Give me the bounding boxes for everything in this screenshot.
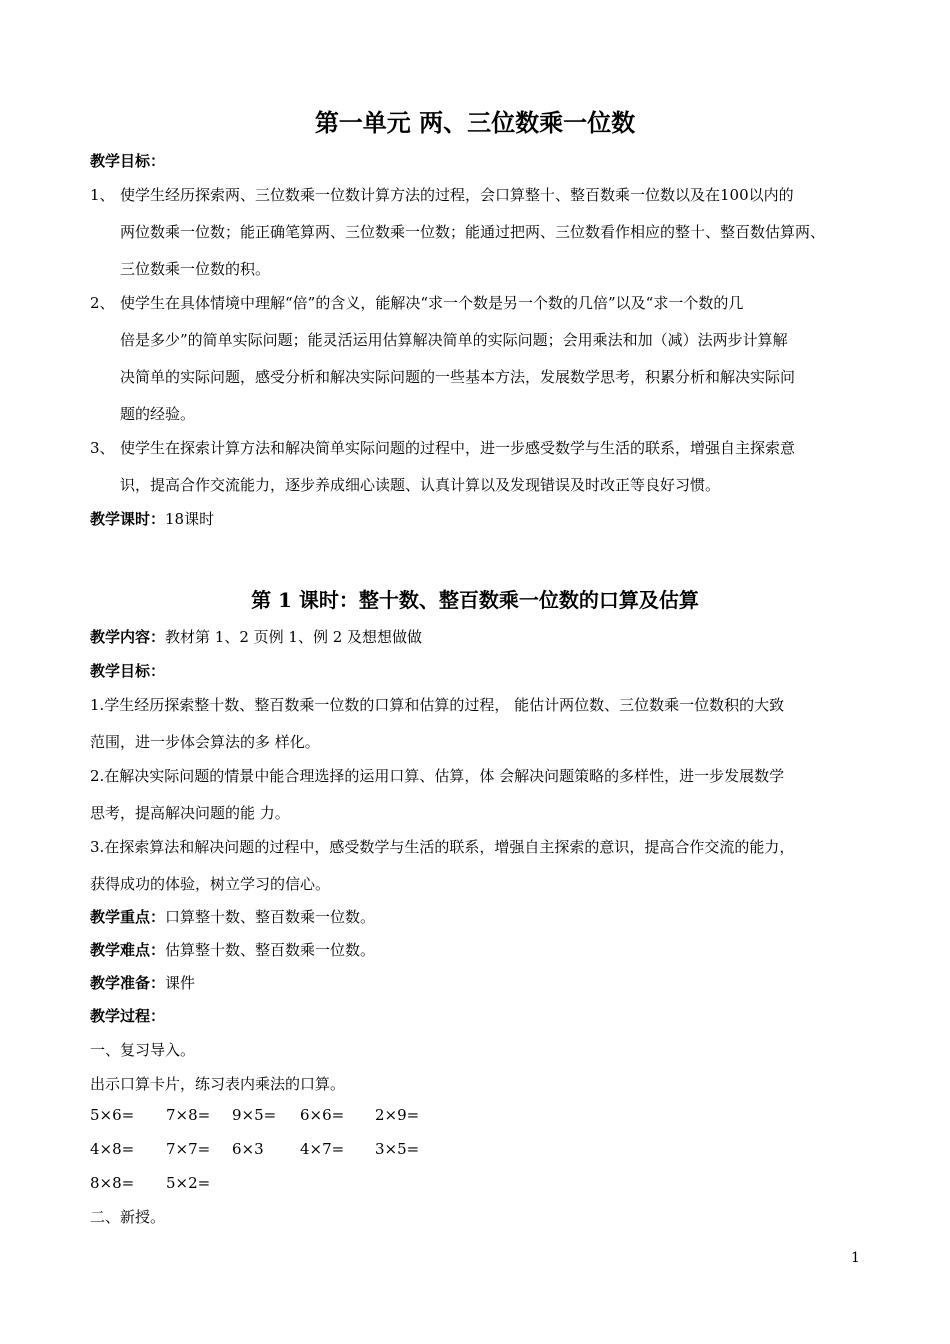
- exercise-item: 5×6=: [90, 1106, 135, 1124]
- step-heading: 二、新授。: [90, 1208, 166, 1226]
- goal-line: 使学生在具体情境中理解“倍”的含义，能解决“求一个数是另一个数的几倍”以及“求一个数的几: [120, 294, 744, 312]
- lesson-goal-line: 获得成功的体验，树立学习的信心。: [90, 875, 331, 893]
- exercise-item: 5×2=: [166, 1174, 211, 1192]
- goal-line: 使学生经历探索两、三位数乘一位数计算方法的过程，会口算整十、整百数乘一位数以及在100以内的: [120, 186, 794, 204]
- exercise-item: 8×8=: [90, 1174, 135, 1192]
- teaching-difficulty: [90, 940, 375, 960]
- exercise-item: 6×6=: [300, 1106, 345, 1124]
- lesson-title: 第 1 课时：整十数、整百数乘一位数的口算及估算: [251, 588, 699, 612]
- teaching-key-points: [90, 907, 375, 927]
- exercise-item: 4×8=: [90, 1140, 135, 1158]
- prep-value: 课件: [165, 974, 196, 992]
- hours-value: 18课时: [165, 510, 215, 528]
- exercise-item: 7×8=: [166, 1106, 211, 1124]
- content-label: 教学内容：: [90, 628, 166, 646]
- lesson-goal-line: 2.在解决实际问题的情景中能合理选择的运用口算、估算，体 会解决问题策略的多样性，进一步发展数学: [90, 767, 785, 785]
- goal-line: 识，提高合作交流能力，逐步养成细心读题、认真计算以及发现错误及时改正等良好习惯。: [120, 476, 721, 494]
- exercise-item: 9×5=: [232, 1106, 277, 1124]
- exercise-item: 2×9=: [375, 1106, 420, 1124]
- goal-line: 题的经验。: [120, 405, 196, 423]
- teaching-content: [90, 627, 422, 647]
- goal-line: 决简单的实际问题，感受分析和解决实际问题的一些基本方法，发展数学思考，积累分析和解决实际问: [120, 368, 796, 386]
- lesson-goals-label: 教学目标：: [90, 662, 166, 680]
- step-heading: 一、复习导入。: [90, 1041, 196, 1059]
- page-number: 1: [851, 1250, 860, 1266]
- goal-number: 3、: [90, 439, 115, 457]
- goal-line: 倍是多少”的简单实际问题；能灵活运用估算解决简单的实际问题；会用乘法和加（减）法两步计算解: [120, 331, 788, 349]
- step-description: 出示口算卡片，练习表内乘法的口算。: [90, 1075, 346, 1093]
- goal-number: 2、: [90, 294, 115, 312]
- lesson-goal-line: 思考，提高解决问题的能 力。: [90, 804, 290, 822]
- exercise-item: 3×5=: [375, 1140, 420, 1158]
- teaching-preparation: [90, 973, 195, 993]
- goal-line: 两位数乘一位数；能正确笔算两、三位数乘一位数；能通过把两、三位数看作相应的整十、整百数估算两、: [120, 223, 826, 241]
- key-label: 教学重点：: [90, 908, 166, 926]
- key-value: 口算整十数、整百数乘一位数。: [165, 908, 376, 926]
- exercise-item: 4×7=: [300, 1140, 345, 1158]
- lesson-goal-line: 1.学生经历探索整十数、整百数乘一位数的口算和估算的过程， 能估计两位数、三位数乘一位数积的大致: [90, 696, 785, 714]
- lesson-goal-line: 范围，进一步体会算法的多 样化。: [90, 733, 320, 751]
- exercise-item: 6×3: [232, 1140, 264, 1158]
- prep-label: 教学准备：: [90, 974, 166, 992]
- content-value: 教材第 1、2 页例 1、例 2 及想想做做: [165, 628, 423, 646]
- goal-number: 1、: [90, 186, 115, 204]
- goal-line: 使学生在探索计算方法和解决简单实际问题的过程中，进一步感受数学与生活的联系，增强自主探索意: [120, 439, 796, 457]
- process-label: 教学过程：: [90, 1007, 166, 1025]
- lesson-goal-line: 3.在探索算法和解决问题的过程中，感受数学与生活的联系，增强自主探索的意识，提高合作交流的能力，: [90, 838, 795, 856]
- difficulty-value: 估算整十数、整百数乘一位数。: [165, 941, 376, 959]
- goal-line: 三位数乘一位数的积。: [120, 260, 271, 278]
- hours-label: 教学课时：: [90, 510, 166, 528]
- unit-goals-label: 教学目标：: [90, 152, 166, 170]
- teaching-hours: [90, 509, 214, 529]
- difficulty-label: 教学难点：: [90, 941, 166, 959]
- unit-title: 第一单元 两、三位数乘一位数: [314, 108, 636, 137]
- exercise-item: 7×7=: [166, 1140, 211, 1158]
